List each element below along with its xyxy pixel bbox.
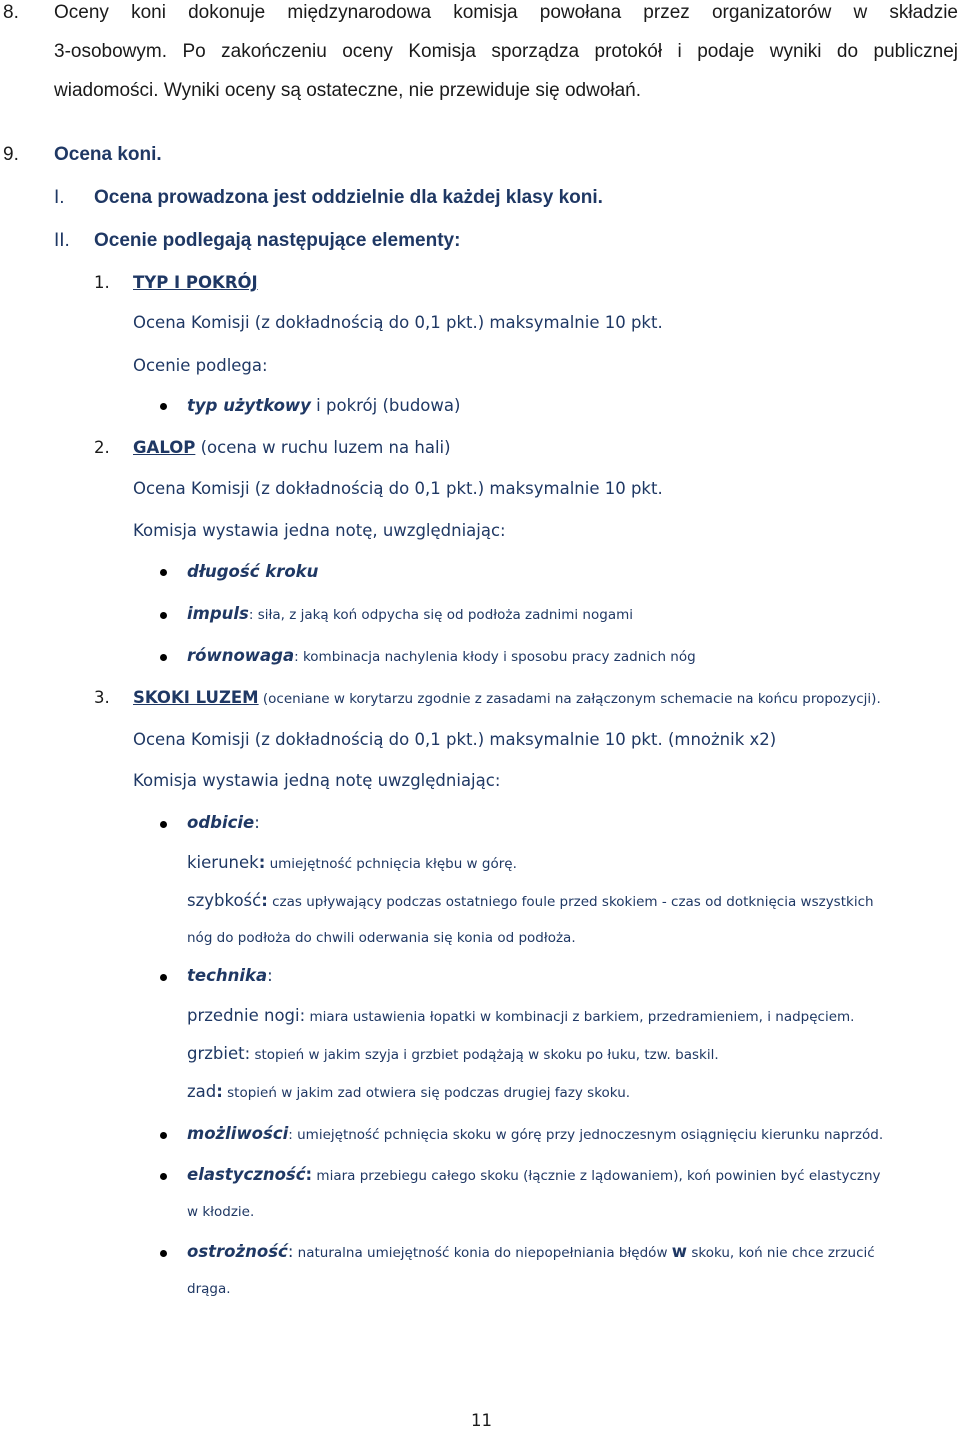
element-3-technika: technika: <box>187 966 273 985</box>
bullet-icon <box>160 569 167 576</box>
element-2-title: GALOP (ocena w ruchu luzem na hali) <box>133 438 451 457</box>
roman-ii-text: Ocenie podlegają następujące elementy: <box>94 230 461 251</box>
element-2-bullet-impuls: impuls: siła, z jaką koń odpycha się od podłoża zadnimi nogami <box>187 604 633 623</box>
element-3-grzbiet: grzbiet: stopień w jakim szyja i grzbiet podążają w skoku po łuku, tzw. baskil. <box>187 1044 719 1063</box>
bullet-icon <box>160 821 167 828</box>
bullet-icon <box>160 403 167 410</box>
element-3-elastycznosc-cont: w kłodzie. <box>187 1204 255 1220</box>
element-3-mozliwosci: możliwości: umiejętność pchnięcia skoku w górę przy jednoczesnym osiągnięciu kierunku naprzód. <box>187 1124 884 1143</box>
item-8-number: 8. <box>3 2 19 23</box>
element-2-number: 2. <box>94 438 110 457</box>
element-3-rating: Ocena Komisji (z dokładnością do 0,1 pkt.) maksymalnie 10 pkt. (mnożnik x2) <box>133 730 777 749</box>
bullet-icon <box>160 1250 167 1257</box>
element-3-szybkosc-cont: nóg do podłoża do chwili oderwania się konia od podłoża. <box>187 930 576 946</box>
bullet-icon <box>160 654 167 661</box>
bullet-icon <box>160 1173 167 1180</box>
element-1-title: TYP I POKRÓJ <box>133 273 258 292</box>
element-2-rating: Ocena Komisji (z dokładnością do 0,1 pkt.) maksymalnie 10 pkt. <box>133 479 663 498</box>
element-3-criteria: Komisja wystawia jedną notę uwzględniając: <box>133 771 501 790</box>
element-1-bullet: typ użytkowy i pokrój (budowa) <box>187 396 461 415</box>
element-3-elastycznosc: elastyczność: miara przebiegu całego skoku (łącznie z lądowaniem), koń powinien być elastyczny <box>187 1165 881 1184</box>
bullet-icon <box>160 612 167 619</box>
roman-i-number: I. <box>54 187 65 208</box>
element-3-szybkosc: szybkość: czas upływający podczas ostatniego foule przed skokiem - czas od dotknięcia wszystkich <box>187 891 874 910</box>
element-3-ostroznosc: ostrożność: naturalna umiejętność konia do niepopełniania błędów w skoku, koń nie chce zrzucić <box>187 1242 875 1261</box>
element-3-title: SKOKI LUZEM (oceniane w korytarzu zgodnie z zasadami na załączonym schemacie na końcu propozycji). <box>133 688 881 707</box>
element-1-rating: Ocena Komisji (z dokładnością do 0,1 pkt.) maksymalnie 10 pkt. <box>133 313 663 332</box>
bullet-icon <box>160 1132 167 1139</box>
element-3-number: 3. <box>94 688 110 707</box>
item-8-line-1: Oceny koni dokonuje międzynarodowa komisja powołana przez organizatorów w składzie <box>54 2 958 23</box>
item-8-line-2: 3-osobowym. Po zakończeniu oceny Komisja sporządza protokół i podaje wyniki do publicznej <box>54 41 958 62</box>
element-3-zad: zad: stopień w jakim zad otwiera się podczas drugiej fazy skoku. <box>187 1082 631 1101</box>
element-3-przednie-nogi: przednie nogi: miara ustawienia łopatki w kombinacji z barkiem, przedramieniem, i nadpęciem. <box>187 1006 855 1025</box>
element-1-number: 1. <box>94 273 110 292</box>
page-number: 11 <box>471 1411 492 1430</box>
roman-i-text: Ocena prowadzona jest oddzielnie dla każdej klasy koni. <box>94 187 603 208</box>
item-8-line-3: wiadomości. Wyniki oceny są ostateczne, nie przewiduje się odwołań. <box>54 80 642 101</box>
element-1-subject: Ocenie podlega: <box>133 356 268 375</box>
element-3-kierunek: kierunek: umiejętność pchnięcia kłębu w górę. <box>187 853 517 872</box>
element-3-ostroznosc-cont: drąga. <box>187 1281 231 1297</box>
element-2-criteria: Komisja wystawia jedna notę, uwzględniając: <box>133 521 506 540</box>
bullet-icon <box>160 974 167 981</box>
roman-ii-number: II. <box>54 230 70 251</box>
item-9-number: 9. <box>3 144 19 165</box>
element-2-bullet-rownowaga: równowaga: kombinacja nachylenia kłody i sposobu pracy zadnich nóg <box>187 646 696 665</box>
element-3-odbicie: odbicie: <box>187 813 260 832</box>
item-9-title: Ocena koni. <box>54 144 162 165</box>
element-2-bullet-dlugosc: długość kroku <box>187 562 319 581</box>
